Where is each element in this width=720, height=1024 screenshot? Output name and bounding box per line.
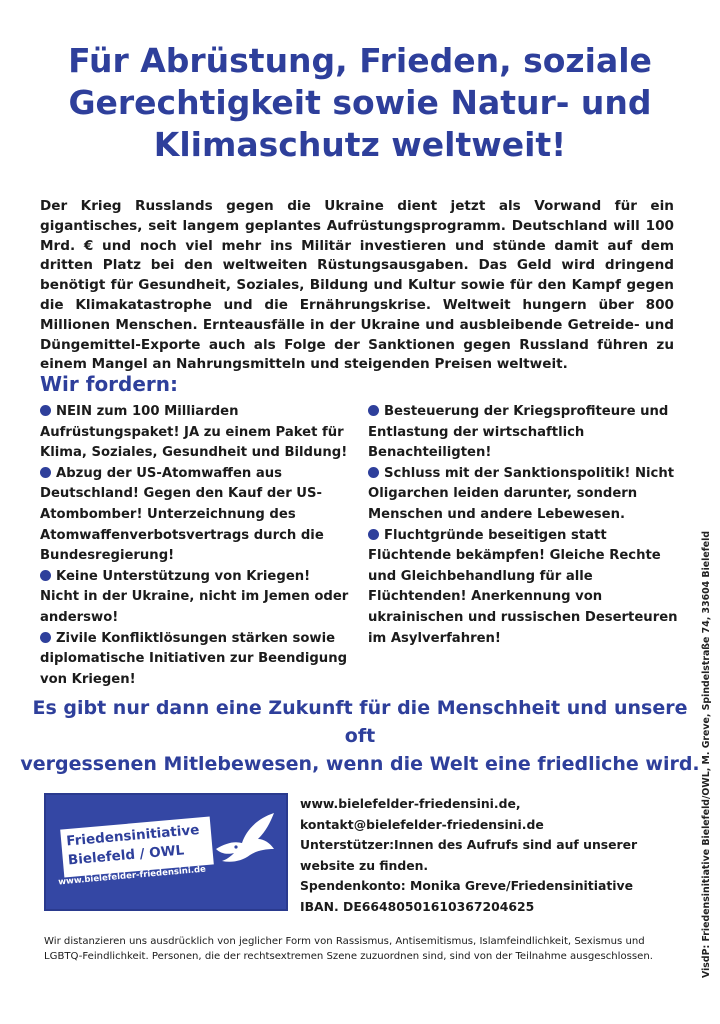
logo-name-line: Bielefeld / OWL: [67, 842, 185, 869]
demand-item: [40, 629, 350, 691]
demand-item: [40, 567, 350, 629]
contact-block: [300, 794, 640, 917]
demand-item: [368, 402, 678, 464]
closing-line: Es gibt nur dann eine Zukunft für die Menschheit und unsere oft: [32, 697, 688, 747]
demand-text: Zivile Konfliktlösungen stärken sowie diplomatische Initiativen zur Beendigung von Kriegen!: [40, 630, 348, 687]
demand-text: NEIN zum 100 Milliarden Aufrüstungspaket! JA zu einem Paket für Klima, Soziales, Gesundheit und Bildung!: [40, 404, 348, 461]
demand-text: Fluchtgründe beseitigen statt Flüchtende bekämpfen! Gleiche Rechte und Gleichbehandlung für alle Flüchtenden! Anerkennung von ukrainischen und russischen Deserteuren im Asylverfahren!: [368, 527, 678, 646]
bullet-icon: [368, 529, 379, 540]
dove-icon: [212, 809, 282, 867]
supporters-text: website zu finden.: [300, 857, 429, 873]
demand-item: [368, 464, 678, 526]
bullet-icon: [368, 405, 379, 416]
bullet-icon: [40, 632, 51, 643]
logo-name-line: Friedensinitiative: [65, 821, 200, 850]
website-link[interactable]: www.bielefelder-friedensini.de,: [300, 796, 521, 811]
demands-left-column: [40, 402, 350, 690]
title-line: Gerechtigkeit sowie Natur- und: [68, 83, 652, 122]
email-link[interactable]: kontakt@bielefelder-friedensini.de: [300, 816, 544, 832]
bullet-icon: [40, 467, 51, 478]
disclaimer: Wir distanzieren uns ausdrücklich von jeglicher Form von Rassismus, Antisemitismus, Islamfeindlichkeit, Sexismus und LGBTQ-Feindlichkeit. Personen, die der rechtsextremen Szene zuzuordnen sind, sind von der Teilnahme ausgeschlossen.: [44, 936, 653, 962]
closing-statement: [20, 694, 700, 778]
demand-text: Abzug der US-Atomwaffen aus Deutschland! Gegen den Kauf der US-Atombomber! Unterzeichnung des Atomwaffenverbotsvertrags durch die Bundesregierung!: [40, 465, 324, 564]
donation-account: Spendenkonto: Monika Greve/Friedensinitiative: [300, 878, 633, 893]
closing-line: vergessenen Mitlebewesen, wenn die Welt eine friedliche wird.: [20, 753, 700, 775]
logo-url: www.bielefelder-friedensini.de: [57, 864, 207, 888]
demand-text: Keine Unterstützung von Kriegen! Nicht in der Ukraine, nicht im Jemen oder anderswo!: [40, 568, 349, 625]
supporters-text: Unterstützer:Innen des Aufrufs sind auf unserer: [300, 837, 638, 852]
bullet-icon: [40, 405, 51, 416]
demands-right-column: [368, 402, 678, 649]
title-line: Für Abrüstung, Frieden, soziale: [68, 41, 652, 80]
demands-heading: Wir fordern:: [40, 372, 179, 396]
demand-text: Schluss mit der Sanktionspolitik! Nicht Oligarchen leiden darunter, sondern Menschen und andere Lebewesen.: [368, 465, 675, 522]
initiative-logo: [44, 793, 288, 911]
demand-item: [40, 464, 350, 567]
bullet-icon: [368, 467, 379, 478]
demand-text: Besteuerung der Kriegsprofiteure und Entlastung der wirtschaftlich Benachteiligten!: [368, 404, 669, 461]
title-line: Klimaschutz weltweit!: [153, 125, 567, 164]
page-title: [30, 40, 690, 166]
demand-item: [368, 526, 678, 650]
intro-paragraph: Der Krieg Russlands gegen die Ukraine dient jetzt als Vorwand für ein gigantisches, seit langem geplantes Aufrüstungsprogramm. Deutschland will 100 Mrd. € und noch viel mehr ins Militär investieren und stünde damit auf dem dritten Platz bei den weltweiten Rüstungsausgaben. Das Geld wird dringend benötigt für Gesundheit, Soziales, Bildung und Kultur sowie für den Kampf gegen die Klimakatastrophe und die Ernährungskrise. Weltweit hungern über 800 Millionen Menschen. Ernteausfälle in der Ukraine und ausbleibende Getreide- und Düngemittel-Exporte auch als Folge der Sanktionen gegen Russland führen zu einem Mangel an Nahrungsmitteln und steigenden Preisen weltweit.: [40, 198, 674, 373]
iban: IBAN. DE66480501610367204625: [300, 898, 535, 914]
bullet-icon: [40, 570, 51, 581]
demand-item: [40, 402, 350, 464]
visdp-imprint: VisdP: Friedensinitiative Bielefeld/OWL, M. Greve, Spindelstraße 74, 33604 Bielefeld: [701, 530, 712, 978]
